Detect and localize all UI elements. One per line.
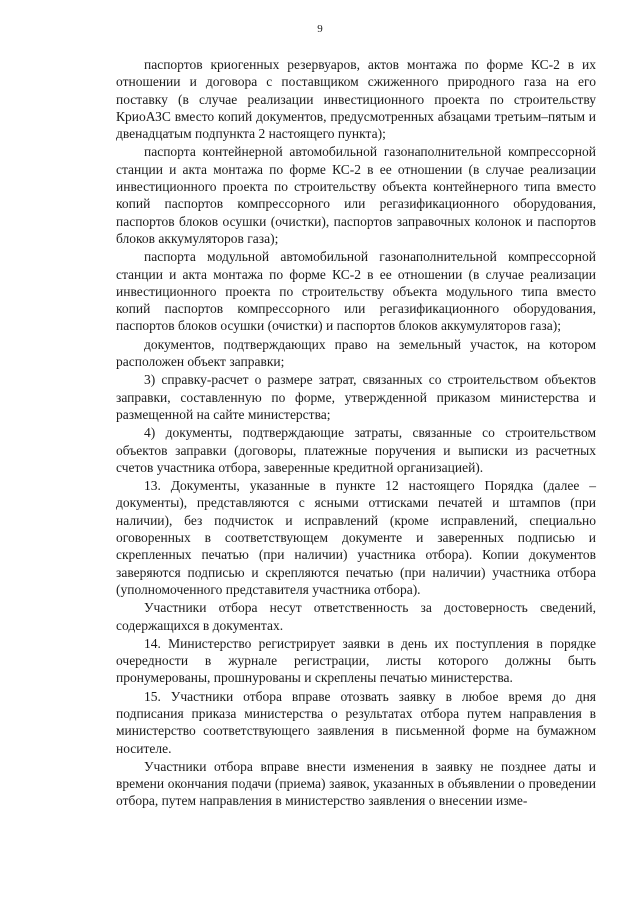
paragraph: 3) справку-расчет о размере затрат, связанных со строительством объектов заправки, составленную по форме, утвержденной приказом министерства и размещенной на сайте министерства; bbox=[116, 372, 596, 422]
paragraph: документов, подтверждающих право на земельный участок, на котором расположен объект заправки; bbox=[116, 336, 596, 370]
paragraph: 4) документы, подтверждающие затраты, связанные со строительством объектов заправки (договоры, платежные поручения и выписки из расчетных счетов участника отбора, заверенные кредитной организацией). bbox=[116, 425, 596, 475]
paragraph: 14. Министерство регистрирует заявки в день их поступления в порядке очередности в журнале регистрации, листы которого должны быть пронумерованы, прошнурованы и скреплены печатью министерства. bbox=[116, 635, 596, 686]
paragraph: Участники отбора вправе внести изменения в заявку не позднее даты и времени окончания подачи (приема) заявок, указанных в объявлении о проведении отбора, путем направления в министерство заявления о внесении изме- bbox=[116, 758, 596, 809]
paragraph: паспорта модульной автомобильной газонаполнительной компрессорной станции и акта монтажа по форме КС-2 в ее отношении (в случае реализации инвестиционного проекта по строительству объекта модульного типа вместо копий паспортов компрессорного или регазификационного оборудования, паспортов блоков осушки (очистки) и паспортов блоков аккумуляторов газа); bbox=[116, 249, 596, 334]
paragraph: паспорта контейнерной автомобильной газонаполнительной компрессорной станции и акта монтажа по форме КС-2 в ее отношении (в случае реализации инвестиционного проекта по строительству объекта контейнерного типа вместо копий паспортов компрессорного или регазификационного оборудования, паспортов блоков осушки (очистки), паспортов заправочных колонок и паспортов блоков аккумуляторов газа); bbox=[116, 144, 596, 246]
paragraph: 13. Документы, указанные в пункте 12 настоящего Порядка (далее – документы), представляются с ясными оттисками печатей и штампов (при наличии), без подчисток и исправлений (кроме исправлений, специально оговоренных в соответствующем документе и заверенных подписью и скрепленных печатью (при наличии) участника отбора). Копии документов заверяются подписью и скрепляются печатью (при наличии) участника отбора (уполномоченного представителя участника отбора). bbox=[116, 478, 596, 597]
paragraph: Участники отбора несут ответственность за достоверность сведений, содержащихся в документах. bbox=[116, 600, 596, 633]
page-number: 9 bbox=[317, 23, 323, 35]
paragraph: 15. Участники отбора вправе отозвать заявку в любое время до дня подписания приказа министерства о результатах отбора путем направления в министерство соответствующего заявления в письменной форме на бумажном носителе. bbox=[116, 688, 596, 756]
body-text bbox=[116, 56, 596, 811]
paragraph: паспортов криогенных резервуаров, актов монтажа по форме КС-2 в их отношении и договора с поставщиком сжиженного природного газа на его поставку (в случае реализации инвестиционного проекта по строительству КриоАЗС вместо копий документов, предусмотренных абзацами третьим–пятым и двенадцатым подпункта 2 настоящего пункта); bbox=[116, 57, 596, 142]
